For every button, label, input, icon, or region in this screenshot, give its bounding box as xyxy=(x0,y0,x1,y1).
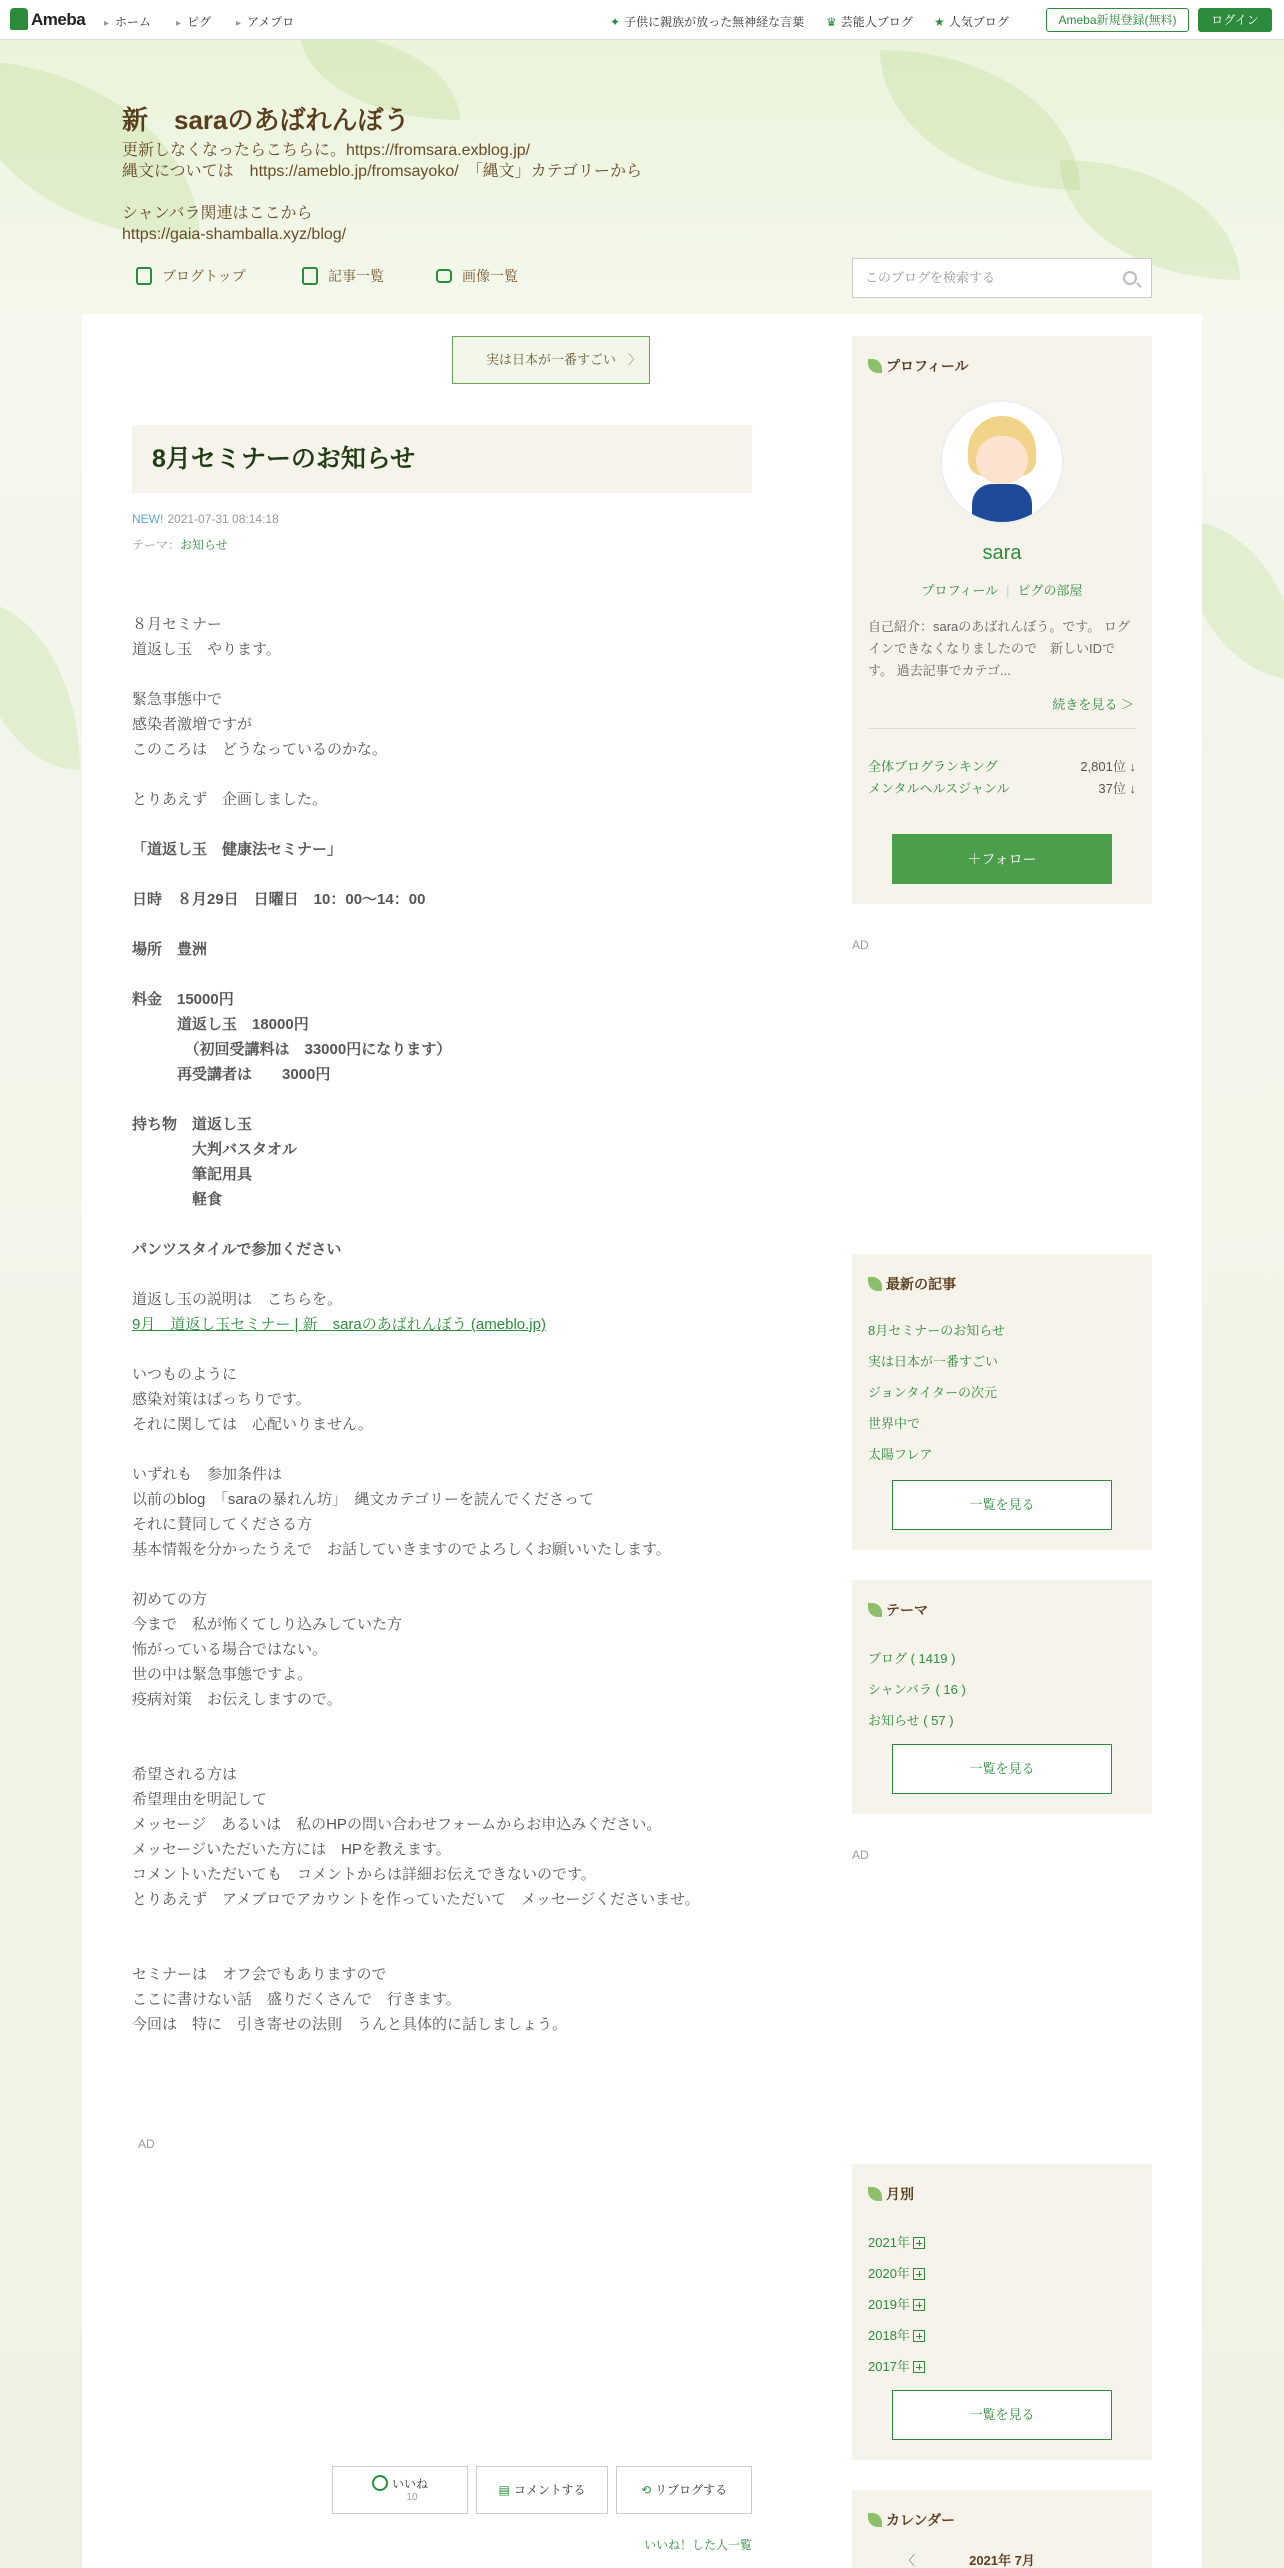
profile-links xyxy=(852,580,1152,599)
comment-label: コメントする xyxy=(513,2483,586,2497)
monthly-more-button[interactable]: 一覧を見る xyxy=(892,2390,1112,2440)
popular-blog-link[interactable] xyxy=(934,13,1009,30)
monthly-heading: 月別 xyxy=(868,2184,914,2204)
month-label: 2019年 xyxy=(868,2297,910,2312)
reblog-label: リブログする xyxy=(655,2483,728,2497)
latest-more-button[interactable]: 一覧を見る xyxy=(892,1480,1112,1530)
article-line: いつものように xyxy=(132,1366,238,1383)
trending-text: 子供に親族が放った無神経な言葉 xyxy=(624,15,805,29)
article-line: 今回は 特に 引き寄せの法則 うんと具体的に話しましょう。 xyxy=(132,2016,568,2033)
ameba-mascot-icon xyxy=(10,8,28,30)
copy-icon xyxy=(302,267,318,285)
article-line xyxy=(132,1087,752,1112)
article-line xyxy=(132,1712,752,1737)
register-button[interactable]: Ameba新規登録(無料) xyxy=(1046,8,1189,32)
month-label: 2017年 xyxy=(868,2359,910,2374)
previous-article-button[interactable]: 実は日本が一番すごい 〉 xyxy=(452,336,650,384)
comment-icon: ▤ xyxy=(498,2483,510,2497)
article-line: 初めての方 xyxy=(132,1591,208,1608)
nav-article-list[interactable] xyxy=(302,266,384,286)
latest-item[interactable]: 8月セミナーのお知らせ xyxy=(868,1323,1005,1338)
nav-article-list-label: 記事一覧 xyxy=(328,268,384,284)
theme-more-button[interactable]: 一覧を見る xyxy=(892,1744,1112,1794)
calendar-heading: カレンダー xyxy=(868,2510,955,2530)
profile-link[interactable]: プロフィール xyxy=(921,583,999,598)
article-line xyxy=(132,1337,752,1362)
month-item[interactable] xyxy=(868,2325,925,2344)
article-theme xyxy=(132,536,228,553)
article-line xyxy=(132,812,752,837)
expand-icon[interactable] xyxy=(913,2237,925,2249)
profile-intro: 自己紹介：saraのあばれんぼう。です。 ログインできなくなりましたので 新しいIDです。 過去記事でカテゴ... xyxy=(868,619,1130,678)
ad-label: AD xyxy=(852,1848,869,1862)
article-line: 希望理由を明記して xyxy=(132,1791,268,1808)
article-line xyxy=(132,762,752,787)
read-more-link[interactable]: 続きを見る ＞ xyxy=(1052,697,1134,712)
article-line: それに関しては 心配いりません。 xyxy=(132,1416,373,1433)
comment-button[interactable] xyxy=(476,2466,608,2514)
article-line: 場所 豊洲 xyxy=(132,941,208,958)
article-line xyxy=(132,862,752,887)
month-item[interactable] xyxy=(868,2294,925,2313)
celebrity-blog-link[interactable] xyxy=(826,13,913,30)
theme-link[interactable]: お知らせ xyxy=(180,538,228,552)
search-icon[interactable] xyxy=(1123,271,1137,285)
article-line: 軽食 xyxy=(132,1191,223,1208)
article-line: 感染者激増ですが xyxy=(132,716,253,733)
article-line: パンツスタイルで参加ください xyxy=(132,1241,342,1258)
separator: | xyxy=(1006,583,1010,598)
theme-widget xyxy=(852,1580,1152,1814)
article-line: 再受講者は 3000円 xyxy=(132,1066,331,1083)
blog-search-input[interactable] xyxy=(852,258,1152,298)
article-line xyxy=(132,1212,752,1237)
ranking-overall-link[interactable]: 全体ブログランキング xyxy=(868,759,998,774)
trending-link[interactable] xyxy=(610,13,804,30)
nav-pigg[interactable]: ▸ ピグ xyxy=(176,13,211,30)
nav-home[interactable]: ▸ ホーム xyxy=(104,13,151,30)
article-line xyxy=(132,1437,752,1462)
article-datetime: 2021-07-31 08:14:18 xyxy=(167,512,279,526)
seminar-article-link[interactable]: 9月 道返し玉セミナー | 新 saraのあばれんぼう (ameblo.jp) xyxy=(132,1316,546,1333)
latest-item[interactable]: ジョンタイターの次元 xyxy=(868,1385,997,1400)
article-line: とりあえず 企画しました。 xyxy=(132,791,328,808)
article-line: メッセージ あるいは 私のHPの問い合わせフォームからお申込みください。 xyxy=(132,1816,662,1833)
article-line: ここに書けない話 盛りだくさんで 行きます。 xyxy=(132,1991,461,2008)
article-line: いずれも 参加条件は xyxy=(132,1466,283,1483)
star-icon: ★ xyxy=(934,15,945,29)
profile-widget xyxy=(852,336,1152,904)
theme-item[interactable]: お知らせ ( 57 ) xyxy=(868,1713,954,1728)
smile-icon xyxy=(372,2475,388,2491)
search-placeholder: このブログを検索する xyxy=(865,270,996,285)
nav-blog-top[interactable] xyxy=(136,266,246,286)
ranking-genre-value: 37位 ↓ xyxy=(1098,781,1136,796)
article-line xyxy=(132,1562,752,1587)
calendar-month: 2021年 7月 xyxy=(969,2553,1035,2568)
new-badge: NEW! xyxy=(132,512,164,526)
article-title[interactable]: 8月セミナーのお知らせ xyxy=(132,425,752,493)
month-label: 2020年 xyxy=(868,2266,910,2281)
article-line xyxy=(132,962,752,987)
calendar-prev-button[interactable]: 〈 xyxy=(902,2553,916,2568)
article-line: 怖がっている場合ではない。 xyxy=(132,1641,328,1658)
article-meta xyxy=(132,512,279,526)
article-link[interactable] xyxy=(132,1312,752,1337)
nav-amepro[interactable]: ▸ アメプロ xyxy=(236,13,294,30)
profile-name[interactable]: sara xyxy=(982,542,1022,564)
article-line: コメントいただいても コメントからは詳細お伝えできないのです。 xyxy=(132,1866,596,1883)
month-item[interactable] xyxy=(868,2232,925,2251)
ad-label: AD xyxy=(852,938,869,952)
month-item[interactable] xyxy=(868,2356,925,2375)
month-label: 2018年 xyxy=(868,2328,910,2343)
article-line: 基本情報を分かったうえで お話していきますのでよろしくお願いいたします。 xyxy=(132,1541,671,1558)
article-line: 希望される方は xyxy=(132,1766,238,1783)
article-line xyxy=(132,1912,752,1937)
article-line: 日時 ８月29日 日曜日 10：00～14：00 xyxy=(132,891,426,908)
article-line xyxy=(132,1937,752,1962)
celebrity-blog-text: 芸能人ブログ xyxy=(840,15,913,29)
article-line: 世の中は緊急事態ですよ。 xyxy=(132,1666,313,1683)
leaf-decoration xyxy=(0,600,80,770)
article-line: 道返し玉 18000円 xyxy=(132,1016,309,1033)
article-line: 緊急事態中で xyxy=(132,691,223,708)
login-button[interactable]: ログイン xyxy=(1198,8,1272,32)
article-line: ８月セミナー xyxy=(132,616,223,633)
article-line xyxy=(132,662,752,687)
nav-image-list-label: 画像一覧 xyxy=(462,268,518,284)
article-body xyxy=(132,612,752,2037)
article-line: （初回受講料は 33000円になります） xyxy=(132,1041,452,1058)
like-label: いいね xyxy=(391,2477,428,2491)
profile-heading: プロフィール xyxy=(868,356,969,376)
sparkle-icon: ✦ xyxy=(610,15,621,29)
crown-icon: ♛ xyxy=(826,15,837,29)
popular-blog-text: 人気ブログ xyxy=(948,15,1009,29)
ad-label: AD xyxy=(138,2137,155,2151)
nav-blog-top-label: ブログトップ xyxy=(162,268,246,284)
article-line: セミナーは オフ会でもありますので xyxy=(132,1966,387,1983)
expand-icon[interactable] xyxy=(913,2361,925,2373)
article-line: 大判バスタオル xyxy=(132,1141,298,1158)
expand-icon[interactable] xyxy=(913,2299,925,2311)
expand-icon[interactable] xyxy=(913,2330,925,2342)
latest-item[interactable]: 世界中で xyxy=(868,1416,921,1431)
latest-articles-widget xyxy=(852,1254,1152,1550)
reblog-icon: ⟲ xyxy=(640,2483,652,2497)
divider xyxy=(868,728,1136,729)
camera-icon xyxy=(436,269,452,283)
article-line: 「道返し玉 健康法セミナー」 xyxy=(132,841,343,858)
article-line: 料金 15000円 xyxy=(132,991,234,1008)
monthly-archive-widget xyxy=(852,2164,1152,2460)
article-line: 疫病対策 お伝えしますので。 xyxy=(132,1691,342,1708)
theme-item[interactable]: ブログ ( 1419 ) xyxy=(868,1651,956,1666)
leaf-decoration xyxy=(880,50,1080,190)
likers-list-link[interactable]: いいね！した人一覧 xyxy=(644,2538,753,2552)
month-label: 2021年 xyxy=(868,2235,910,2250)
logo-text: Ameba xyxy=(31,10,86,29)
theme-heading: テーマ xyxy=(868,1600,928,1620)
article-line: とりあえず アメブロでアカウントを作っていただいて メッセージくださいませ。 xyxy=(132,1891,700,1908)
article-line: 今まで 私が怖くてしり込みしていた方 xyxy=(132,1616,403,1633)
article-line: 道返し玉 やります。 xyxy=(132,641,281,658)
article-line: 以前のblog 「saraの暴れん坊」 縄文カテゴリーを読んでくださって xyxy=(132,1491,594,1508)
blog-title[interactable]: 新 saraのあばれんぼう xyxy=(122,105,410,135)
global-header xyxy=(0,0,1284,40)
avatar-clothes xyxy=(972,484,1032,522)
article-line: 道返し玉の説明は こちらを。 xyxy=(132,1291,343,1308)
article-line: 感染対策はばっちりです。 xyxy=(132,1391,311,1408)
document-icon xyxy=(136,267,152,285)
article-line: このころは どうなっているのかな。 xyxy=(132,741,388,758)
article-line: それに賛同してくださる方 xyxy=(132,1516,313,1533)
avatar-face xyxy=(976,436,1028,484)
latest-item[interactable]: 太陽フレア xyxy=(868,1447,933,1462)
pigg-room-link[interactable]: ピグの部屋 xyxy=(1017,583,1083,598)
ranking-genre-link[interactable]: メンタルヘルスジャンル xyxy=(868,781,1010,796)
blog-description: 更新しなくなったらこちらに。https://fromsara.exblog.jp/ 縄文については https://ameblo.jp/fromsayoko/ 「縄文」カテゴリーから シャンバラ関連はここから https://gaia-shamballa.xyz/blog/ xyxy=(122,142,643,243)
avatar[interactable] xyxy=(942,402,1062,522)
article-line: 筆記用具 xyxy=(132,1166,253,1183)
article-line: メッセージいただいた方には HPを教えます。 xyxy=(132,1841,451,1858)
like-count: 10 xyxy=(406,2492,418,2503)
nav-image-list[interactable] xyxy=(436,266,518,286)
ameba-logo[interactable] xyxy=(10,8,85,30)
theme-item[interactable]: シャンバラ ( 16 ) xyxy=(868,1682,966,1697)
calendar-widget xyxy=(852,2490,1152,2568)
article-line: 持ち物 道返し玉 xyxy=(132,1116,253,1133)
ranking-overall-value: 2,801位 ↓ xyxy=(1080,759,1136,774)
latest-item[interactable]: 実は日本が一番すごい xyxy=(868,1354,999,1369)
latest-heading: 最新の記事 xyxy=(868,1274,956,1294)
article-line xyxy=(132,1262,752,1287)
article-line xyxy=(132,912,752,937)
theme-label: テーマ： xyxy=(132,538,181,552)
follow-button[interactable]: ＋フォロー xyxy=(892,834,1112,884)
reblog-button[interactable] xyxy=(616,2466,752,2514)
like-button[interactable] xyxy=(332,2466,468,2514)
month-item[interactable] xyxy=(868,2263,925,2282)
article-line xyxy=(132,1737,752,1762)
expand-icon[interactable] xyxy=(913,2268,925,2280)
